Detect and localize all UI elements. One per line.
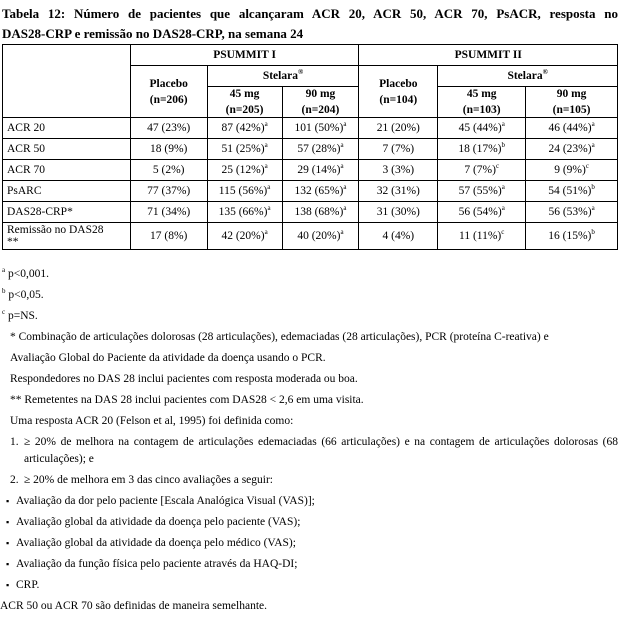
value-cell xyxy=(130,139,207,160)
value-cell xyxy=(526,160,618,181)
cell-value: 71 (34%) xyxy=(147,206,191,218)
row-label xyxy=(3,118,131,139)
cell-value: 57 (28%) xyxy=(297,143,341,155)
significance-marker: a xyxy=(591,204,595,213)
placebo-label: Placebo xyxy=(379,77,418,90)
title-line-1: Tabela 12: Número de pacientes que alcançaram ACR 20, ACR 50, ACR 70, PsACR, resposta no xyxy=(2,6,618,21)
cell-value: 3 (3%) xyxy=(382,164,415,176)
dose-n: (n=103) xyxy=(462,104,501,116)
list-text: ≥ 20% de melhora na contagem de articulações edemaciadas (66 articulações) e na contagem de articulações dolorosas (68 articulações); e xyxy=(24,436,618,465)
stelara-header-1 xyxy=(207,66,359,87)
cell-value: 87 (42%) xyxy=(221,122,265,134)
cell-value: 101 (50%) xyxy=(294,122,344,134)
table-row xyxy=(3,181,618,202)
footnote-text: p=NS. xyxy=(7,310,38,322)
footnote-marker: c xyxy=(2,308,6,317)
cell-value: 57 (55%) xyxy=(458,185,502,197)
value-cell xyxy=(130,202,207,223)
significance-marker: a xyxy=(343,204,347,213)
significance-marker: b xyxy=(501,141,505,150)
value-cell xyxy=(207,118,282,139)
cell-value: 5 (2%) xyxy=(152,164,185,176)
bullet-text: Avaliação da função física pelo paciente através da HAQ-DI; xyxy=(16,558,298,570)
value-cell xyxy=(438,202,526,223)
assessment-bullet-list xyxy=(2,493,618,598)
significance-marker: a xyxy=(343,183,347,192)
cell-value: 32 (31%) xyxy=(376,185,420,197)
stelara-header-2 xyxy=(438,66,618,87)
value-cell xyxy=(282,139,359,160)
row-label xyxy=(3,181,131,202)
significance-marker: a xyxy=(501,120,505,129)
cell-value: 18 (17%) xyxy=(458,143,502,155)
table-row xyxy=(3,223,618,250)
cell-value: 132 (65%) xyxy=(294,185,344,197)
value-cell xyxy=(282,223,359,250)
stelara-label: Stelara xyxy=(507,70,543,82)
significance-marker: a xyxy=(267,183,271,192)
value-cell xyxy=(282,118,359,139)
significance-marker: a xyxy=(264,162,268,171)
bullet-icon: ▪ xyxy=(6,496,10,506)
value-cell xyxy=(359,118,438,139)
value-cell xyxy=(438,181,526,202)
value-cell xyxy=(207,139,282,160)
list-number: 2. xyxy=(10,474,19,486)
criteria-item-2 xyxy=(2,472,618,489)
value-cell xyxy=(526,202,618,223)
cell-value: 25 (12%) xyxy=(221,164,265,176)
cell-value: 7 (7%) xyxy=(464,164,496,176)
significance-marker: a xyxy=(264,228,268,237)
table-body xyxy=(3,118,618,250)
cell-value: 45 (44%) xyxy=(458,122,502,134)
placebo-n: (n=104) xyxy=(379,93,418,106)
bullet-text: CRP. xyxy=(16,579,40,591)
significance-marker: c xyxy=(501,228,505,237)
dose-label: 45 mg xyxy=(229,88,260,100)
value-cell xyxy=(526,223,618,250)
value-cell xyxy=(130,118,207,139)
cell-value: 46 (44%) xyxy=(548,122,592,134)
cell-value: 9 (9%) xyxy=(554,164,586,176)
value-cell xyxy=(359,181,438,202)
footnote-b xyxy=(2,287,618,304)
value-cell xyxy=(282,160,359,181)
dose-n: (n=205) xyxy=(225,104,264,116)
value-cell xyxy=(207,160,282,181)
title-line-2: DAS28-CRP e remissão no DAS28-CRP, na semana 24 xyxy=(2,26,304,41)
significance-marker: a xyxy=(591,120,595,129)
table-row xyxy=(3,139,618,160)
cell-value: 56 (53%) xyxy=(548,206,592,218)
row-label-text: ACR 20 xyxy=(7,122,46,134)
bullet-item xyxy=(2,514,618,531)
cell-value: 47 (23%) xyxy=(147,122,191,134)
significance-marker: a xyxy=(591,141,595,150)
note-star-2: ** Remetentes na DAS 28 inclui pacientes com DAS28 < 2,6 em uma visita. xyxy=(10,394,364,406)
note-star-1: * Combinação de articulações dolorosas (28 articulações), edemaciadas (28 articulações), PCR (proteína C-reativa) e xyxy=(10,331,549,343)
significance-marker: c xyxy=(495,162,500,171)
cell-value: 24 (23%) xyxy=(548,143,592,155)
row-label xyxy=(3,139,131,160)
footnote-a xyxy=(2,266,618,283)
list-text: ≥ 20% de melhora em 3 das cinco avaliações a seguir: xyxy=(24,474,273,486)
header-row-study xyxy=(3,45,618,66)
dose-n: (n=105) xyxy=(552,104,591,116)
significance-marker: a xyxy=(340,228,344,237)
value-cell xyxy=(438,223,526,250)
footnotes xyxy=(2,266,618,615)
row-label xyxy=(3,202,131,223)
value-cell xyxy=(130,181,207,202)
table-row xyxy=(3,202,618,223)
value-cell xyxy=(438,118,526,139)
bullet-text: Avaliação da dor pelo paciente [Escala Analógica Visual (VAS)]; xyxy=(16,495,315,507)
row-label-text: DAS28-CRP* xyxy=(7,206,73,218)
value-cell xyxy=(282,181,359,202)
bullet-icon: ▪ xyxy=(6,559,10,569)
row-label-text: PsARC xyxy=(7,185,42,197)
cell-value: 135 (66%) xyxy=(218,206,268,218)
bullet-item xyxy=(2,535,618,552)
dose-label: 45 mg xyxy=(466,88,497,100)
significance-marker: a xyxy=(340,162,344,171)
table-title xyxy=(2,4,618,44)
study-header-psummit-1: PSUMMIT I xyxy=(130,45,359,66)
placebo-label: Placebo xyxy=(149,77,188,90)
note-star-1-cont: Avaliação Global do Paciente da atividade da doença usando o PCR. xyxy=(10,352,326,364)
value-cell xyxy=(359,223,438,250)
footnote-text: p<0,001. xyxy=(7,268,49,280)
value-cell xyxy=(130,223,207,250)
stelara-label: Stelara xyxy=(262,70,298,82)
significance-marker: a xyxy=(501,204,505,213)
registered-mark: ® xyxy=(542,68,548,77)
significance-marker: a xyxy=(343,120,347,129)
criteria-item-1 xyxy=(2,434,618,468)
row-label-text: Remissão no DAS28 xyxy=(7,224,104,236)
value-cell xyxy=(207,202,282,223)
cell-value: 18 (9%) xyxy=(150,143,188,155)
significance-marker: a xyxy=(264,141,268,150)
significance-marker: a xyxy=(267,204,271,213)
dose-label: 90 mg xyxy=(556,88,587,100)
note-responders: Respondedores no DAS 28 inclui pacientes com resposta moderada ou boa. xyxy=(10,373,358,385)
row-label-text: ACR 70 xyxy=(7,164,46,176)
bullet-icon: ▪ xyxy=(6,538,10,548)
cell-value: 17 (8%) xyxy=(150,230,188,242)
cell-value: 54 (51%) xyxy=(548,185,592,197)
value-cell xyxy=(207,223,282,250)
list-number: 1. xyxy=(10,436,19,448)
value-cell xyxy=(526,139,618,160)
row-label-text: ACR 50 xyxy=(7,143,46,155)
footnote-marker: a xyxy=(2,266,6,275)
table-row xyxy=(3,160,618,181)
value-cell xyxy=(526,118,618,139)
placebo-header-2 xyxy=(359,66,438,118)
significance-marker: a xyxy=(264,120,268,129)
cell-value: 4 (4%) xyxy=(382,230,415,242)
footnote-text: p<0,05. xyxy=(8,289,44,301)
cell-value: 7 (7%) xyxy=(382,143,415,155)
table-row xyxy=(3,118,618,139)
value-cell xyxy=(359,202,438,223)
cell-value: 29 (14%) xyxy=(297,164,341,176)
value-cell xyxy=(207,181,282,202)
bullet-item xyxy=(2,577,618,594)
bullet-icon: ▪ xyxy=(6,580,10,590)
note-last: ACR 50 ou ACR 70 são definidas de maneira semelhante. xyxy=(0,600,268,612)
value-cell xyxy=(130,160,207,181)
cell-value: 77 (37%) xyxy=(147,185,191,197)
header-empty-cell xyxy=(3,45,131,118)
dose-label: 90 mg xyxy=(305,88,336,100)
cell-value: 31 (30%) xyxy=(376,206,420,218)
cell-value: 42 (20%) xyxy=(221,230,265,242)
significance-marker: b xyxy=(591,228,595,237)
row-label xyxy=(3,223,131,250)
significance-marker: a xyxy=(340,141,344,150)
cell-value: 138 (68%) xyxy=(294,206,344,218)
significance-marker: a xyxy=(501,183,505,192)
row-label xyxy=(3,160,131,181)
dose-n: (n=204) xyxy=(301,104,340,116)
bullet-item xyxy=(2,556,618,573)
cell-value: 40 (20%) xyxy=(297,230,341,242)
row-label-text-2: ** xyxy=(7,236,19,248)
results-table xyxy=(2,44,618,250)
registered-mark: ® xyxy=(297,68,304,77)
dose-90-header-1 xyxy=(282,87,359,118)
note-acr-definition: Uma resposta ACR 20 (Felson et al, 1995) foi definida como: xyxy=(10,415,294,427)
value-cell xyxy=(359,139,438,160)
value-cell xyxy=(438,160,526,181)
placebo-n: (n=206) xyxy=(149,93,188,106)
dose-45-header-1 xyxy=(207,87,282,118)
dose-90-header-2 xyxy=(526,87,618,118)
significance-marker: c xyxy=(585,162,589,171)
value-cell xyxy=(282,202,359,223)
cell-value: 115 (56%) xyxy=(218,185,268,197)
bullet-text: Avaliação global da atividade da doença pelo paciente (VAS); xyxy=(16,516,301,528)
value-cell xyxy=(359,160,438,181)
cell-value: 51 (25%) xyxy=(221,143,265,155)
value-cell xyxy=(526,181,618,202)
cell-value: 56 (54%) xyxy=(458,206,502,218)
footnote-c xyxy=(2,308,618,325)
bullet-text: Avaliação global da atividade da doença pelo médico (VAS); xyxy=(16,537,296,549)
placebo-header-1 xyxy=(130,66,207,118)
value-cell xyxy=(438,139,526,160)
dose-45-header-2 xyxy=(438,87,526,118)
bullet-item xyxy=(2,493,618,510)
footnote-marker: b xyxy=(2,287,6,296)
bullet-icon: ▪ xyxy=(6,517,10,527)
study-header-psummit-2: PSUMMIT II xyxy=(359,45,618,66)
cell-value: 11 (11%) xyxy=(459,230,502,242)
cell-value: 16 (15%) xyxy=(548,230,592,242)
significance-marker: b xyxy=(591,183,595,192)
cell-value: 21 (20%) xyxy=(376,122,420,134)
